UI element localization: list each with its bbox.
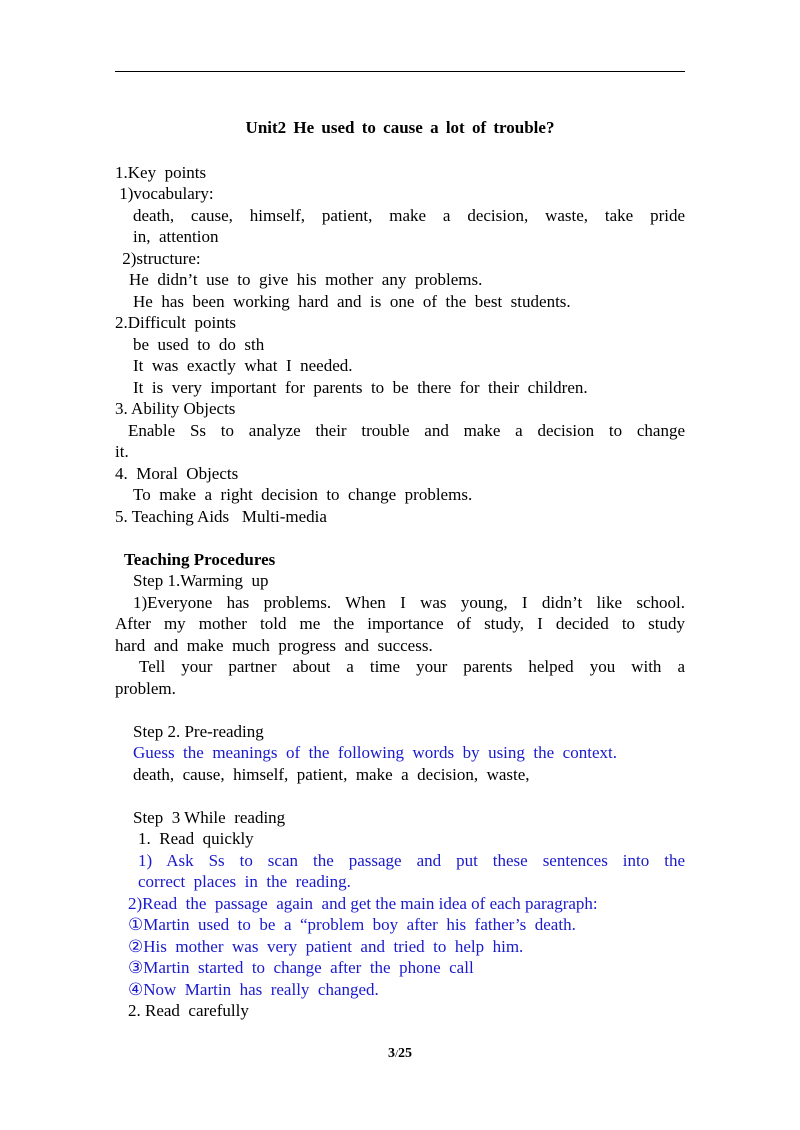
step2-words: death, cause, himself, patient, make a decision, waste, — [133, 765, 530, 784]
step1-para-line-3: hard and make much progress and success. — [115, 636, 433, 655]
difficult-line-3: It is very important for parents to be there for their children. — [133, 378, 588, 397]
section-ability-objects: 3. Ability Objects — [115, 399, 236, 418]
section-difficult-points: 2.Difficult points — [115, 313, 237, 332]
step3-read-quickly: 1. Read quickly — [138, 829, 254, 848]
main-idea-3: ③Martin started to change after the phone call — [128, 958, 474, 977]
subheading-structure: 2)structure: — [118, 249, 201, 268]
page-title: Unit2 He used to cause a lot of trouble? — [245, 118, 555, 137]
subheading-vocabulary: 1)vocabulary: — [115, 184, 214, 203]
ability-line-2: it. — [115, 442, 129, 461]
main-idea-1: ①Martin used to be a “problem boy after his father’s death. — [128, 915, 576, 934]
step1-task-line-2: problem. — [115, 679, 176, 698]
section-key-points: 1.Key points — [115, 163, 207, 182]
structure-line-1: He didn’t use to give his mother any problems. — [129, 270, 483, 289]
moral-line-1: To make a right decision to change problems. — [133, 485, 473, 504]
difficult-line-1: be used to do sth — [133, 335, 265, 354]
main-idea-2: ②His mother was very patient and tried to help him. — [128, 937, 524, 956]
page-number — [0, 1046, 800, 1062]
step3-task1-line-2: correct places in the reading. — [138, 872, 351, 891]
page-separator: / — [394, 1048, 399, 1060]
vocabulary-line-1: death, cause, himself, patient, make a decision, waste, take pride — [133, 206, 685, 225]
step2-instruction: Guess the meanings of the following words by using the context. — [133, 743, 617, 762]
vocabulary-line-2: in, attention — [133, 227, 219, 246]
step3-task1-line-1: 1) Ask Ss to scan the passage and put these sentences into the — [138, 851, 685, 870]
main-idea-4: ④Now Martin has really changed. — [128, 980, 379, 999]
total-pages: 25 — [398, 1046, 413, 1061]
ability-line-1: Enable Ss to analyze their trouble and make a decision to change — [128, 421, 685, 440]
header-rule — [115, 71, 685, 72]
current-page: 3 — [387, 1046, 395, 1061]
step3-task2: 2)Read the passage again and get the main idea of each paragraph: — [128, 894, 598, 913]
section-moral-objects: 4. Moral Objects — [115, 464, 239, 483]
step3-read-carefully: 2. Read carefully — [128, 1001, 249, 1020]
heading-teaching-procedures: Teaching Procedures — [124, 550, 276, 569]
structure-line-2: He has been working hard and is one of the best students. — [133, 292, 571, 311]
step1-task-line-1: Tell your partner about a time your parents helped you with a — [139, 657, 685, 676]
section-teaching-aids: 5. Teaching Aids Multi-media — [115, 507, 327, 526]
step1-para-line-2: After my mother told me the importance of study, I decided to study — [115, 614, 685, 633]
step1-para-line-1: 1)Everyone has problems. When I was young, I didn’t like school. — [133, 593, 685, 612]
step3-heading: Step 3 While reading — [133, 808, 286, 827]
difficult-line-2: It was exactly what I needed. — [133, 356, 353, 375]
step1-heading: Step 1.Warming up — [133, 571, 269, 590]
step2-heading: Step 2. Pre-reading — [133, 722, 264, 741]
